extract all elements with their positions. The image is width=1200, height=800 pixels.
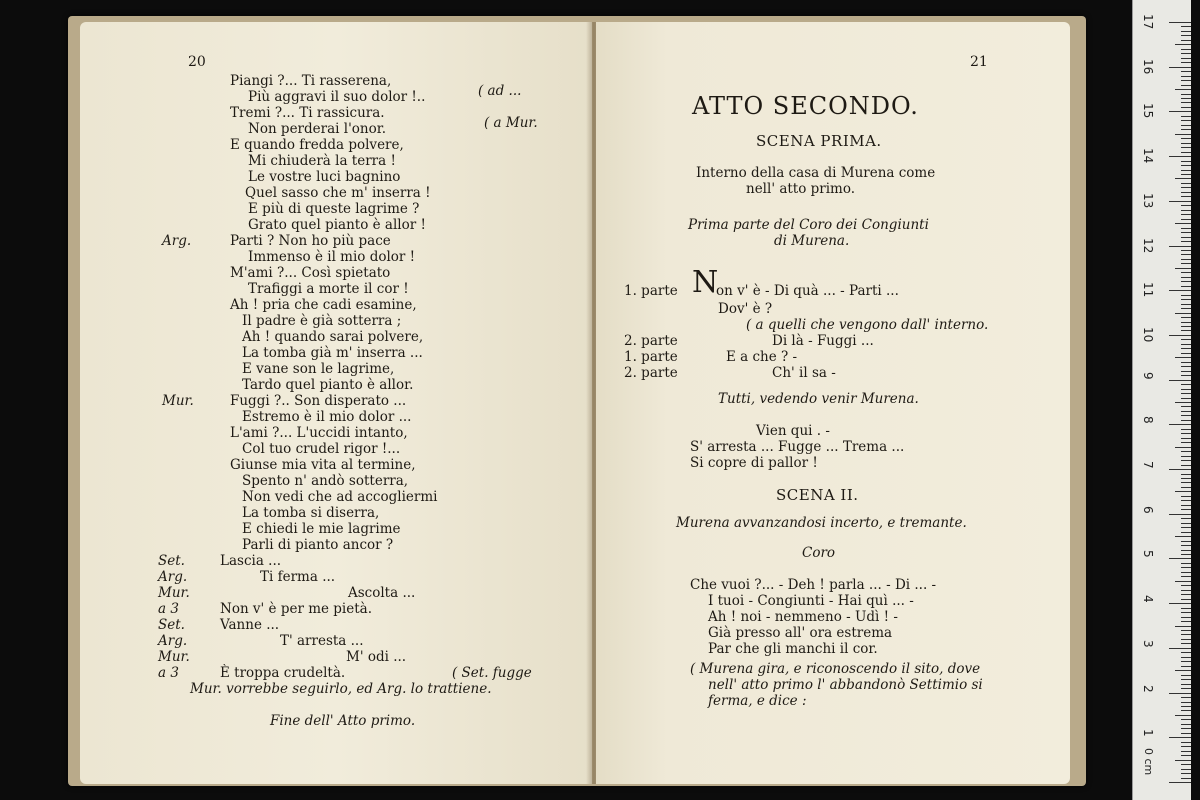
- ruler-tick: [1181, 147, 1191, 148]
- verse-line: E più di queste lagrime ?: [248, 201, 420, 217]
- tutti-line-2: S' arresta ... Fugge ... Trema ...: [690, 439, 905, 455]
- verse-line: Estremo è il mio dolor ...: [242, 409, 412, 425]
- ruler-number: 1: [1141, 729, 1155, 737]
- verse-line: Fuggi ?.. Son disperato ...: [230, 393, 407, 409]
- chorus-line: Di là - Fuggi ...: [772, 333, 874, 349]
- ruler-tick: [1181, 62, 1191, 63]
- stage-direction: ( a Mur.: [484, 115, 538, 131]
- ruler-tick: [1181, 706, 1191, 707]
- ruler-tick: [1181, 724, 1191, 725]
- ruler-tick: [1181, 26, 1191, 27]
- verse-line: Immenso è il mio dolor !: [248, 249, 416, 265]
- ruler-tick: [1169, 246, 1191, 247]
- ruler-unit-label: 0 cm: [1142, 748, 1155, 776]
- ruler-tick: [1169, 156, 1191, 157]
- ruler-tick: [1169, 22, 1191, 23]
- ruler-tick: [1175, 313, 1191, 314]
- speaker-label: Arg.: [162, 233, 192, 249]
- ruler-tick: [1181, 728, 1191, 729]
- ruler-tick: [1181, 532, 1191, 533]
- ruler-tick: [1169, 111, 1191, 112]
- speaker-label: Mur.: [158, 649, 190, 665]
- ruler-tick: [1181, 384, 1191, 385]
- ruler-tick: [1181, 53, 1191, 54]
- speaker-label: Mur.: [162, 393, 194, 409]
- verse-line: Ah ! quando sarai polvere,: [242, 329, 424, 345]
- ruler-tick: [1181, 174, 1191, 175]
- ruler-tick: [1181, 599, 1191, 600]
- ruler-tick: [1169, 424, 1191, 425]
- ruler-tick: [1181, 138, 1191, 139]
- ruler-tick: [1181, 675, 1191, 676]
- ruler-tick: [1181, 697, 1191, 698]
- ruler-number: 3: [1141, 639, 1155, 648]
- ruler-number: 16: [1141, 58, 1155, 74]
- ruler-tick: [1181, 590, 1191, 591]
- ruler-tick: [1181, 684, 1191, 685]
- ruler-tick: [1181, 639, 1191, 640]
- ruler-tick: [1181, 107, 1191, 108]
- ruler-tick: [1169, 469, 1191, 470]
- stage-direction: ( Set. fugge: [452, 665, 532, 681]
- coro-label: Coro: [802, 545, 836, 561]
- ruler-tick: [1181, 263, 1191, 264]
- verse-line: Tremi ?... Ti rassicura.: [230, 105, 385, 121]
- verse-line: Parti ? Non ho più pace: [230, 233, 391, 249]
- ruler-tick: [1181, 742, 1191, 743]
- chorus-line: Dov' è ?: [718, 301, 773, 317]
- ruler-tick: [1181, 353, 1191, 354]
- ruler-tick: [1181, 259, 1191, 260]
- ruler-number: 14: [1141, 148, 1155, 164]
- ruler-tick: [1181, 49, 1191, 50]
- ruler-tick: [1181, 393, 1191, 394]
- ruler-tick: [1181, 272, 1191, 273]
- verse-line: Non v' è per me pietà.: [220, 601, 373, 617]
- verse-line: La tomba si diserra,: [242, 505, 380, 521]
- ruler-tick: [1181, 40, 1191, 41]
- ruler-tick: [1181, 456, 1191, 457]
- ruler-tick: [1181, 496, 1191, 497]
- speaker-label: Arg.: [158, 633, 188, 649]
- chorus-line: on v' è - Di quà ... - Parti ...: [716, 283, 899, 299]
- ruler-tick: [1169, 335, 1191, 336]
- verse-line: Mi chiuderà la terra !: [248, 153, 396, 169]
- ruler-tick: [1181, 617, 1191, 618]
- ruler-number: 9: [1141, 371, 1155, 380]
- ruler-tick: [1181, 769, 1191, 770]
- ruler-tick: [1181, 563, 1191, 564]
- ruler-tick: [1175, 178, 1191, 179]
- ruler-tick: [1181, 621, 1191, 622]
- ruler-tick: [1181, 451, 1191, 452]
- ruler-tick: [1175, 357, 1191, 358]
- verse-line: Il padre è già sotterra ;: [242, 313, 402, 329]
- ruler-tick: [1181, 152, 1191, 153]
- ruler-tick: [1181, 196, 1191, 197]
- ruler-tick: [1181, 576, 1191, 577]
- ruler-tick: [1181, 541, 1191, 542]
- footer-direction: Mur. vorrebbe seguirlo, ed Arg. lo trattiene.: [190, 681, 492, 697]
- ruler-tick: [1181, 31, 1191, 32]
- ruler-tick: [1181, 764, 1191, 765]
- ruler-tick: [1181, 518, 1191, 519]
- ruler-tick: [1181, 585, 1191, 586]
- ruler-tick: [1181, 406, 1191, 407]
- ruler-tick: [1169, 693, 1191, 694]
- verse-line: E vane son le lagrime,: [242, 361, 395, 377]
- ruler-tick: [1181, 71, 1191, 72]
- setting-line-2: nell' atto primo.: [746, 181, 856, 197]
- ruler-tick: [1181, 295, 1191, 296]
- ruler-number: 15: [1141, 103, 1155, 119]
- verse-line: Piangi ?... Ti rasserena,: [230, 73, 392, 89]
- ruler-tick: [1181, 143, 1191, 144]
- ruler-tick: [1169, 290, 1191, 291]
- tutti-line-1: Vien qui . -: [756, 423, 830, 439]
- ruler-number: 17: [1141, 14, 1155, 30]
- ruler-number: 13: [1141, 192, 1155, 209]
- ruler-tick: [1181, 339, 1191, 340]
- ruler-tick: [1181, 299, 1191, 300]
- ruler-tick: [1181, 192, 1191, 193]
- ruler-number: 6: [1141, 505, 1155, 514]
- verse-line: Le vostre luci bagnino: [248, 169, 401, 185]
- verse-line: Vanne ...: [220, 617, 280, 633]
- ruler-tick: [1175, 44, 1191, 45]
- verse-line: E chiedi le mie lagrime: [242, 521, 401, 537]
- fine-atto: Fine dell' Atto primo.: [270, 713, 416, 729]
- ruler-tick: [1181, 773, 1191, 774]
- measuring-ruler: [1132, 0, 1191, 800]
- ruler-tick: [1181, 161, 1191, 162]
- ruler-tick: [1175, 268, 1191, 269]
- verse-line: Col tuo crudel rigor !...: [242, 441, 401, 457]
- ruler-tick: [1181, 465, 1191, 466]
- ruler-tick: [1169, 67, 1191, 68]
- ruler-number: 10: [1141, 326, 1155, 343]
- ruler-tick: [1181, 460, 1191, 461]
- ruler-tick: [1175, 223, 1191, 224]
- ruler-tick: [1175, 626, 1191, 627]
- ruler-tick: [1175, 491, 1191, 492]
- ruler-tick: [1181, 429, 1191, 430]
- ruler-tick: [1181, 411, 1191, 412]
- ruler-tick: [1181, 500, 1191, 501]
- ruler-tick: [1181, 778, 1191, 779]
- ruler-tick: [1181, 129, 1191, 130]
- speaker-label: a 3: [158, 601, 179, 617]
- ruler-tick: [1181, 322, 1191, 323]
- verse-line: Ti ferma ...: [260, 569, 336, 585]
- ruler-tick: [1181, 733, 1191, 734]
- verse-line: E quando fredda polvere,: [230, 137, 404, 153]
- ruler-tick: [1181, 594, 1191, 595]
- ruler-tick: [1181, 688, 1191, 689]
- ruler-tick: [1181, 487, 1191, 488]
- ruler-tick: [1181, 308, 1191, 309]
- ruler-tick: [1181, 751, 1191, 752]
- chorus-part-label: 2. parte: [624, 365, 678, 381]
- ruler-tick: [1181, 205, 1191, 206]
- ruler-tick: [1181, 657, 1191, 658]
- ruler-tick: [1181, 80, 1191, 81]
- ruler-tick: [1181, 415, 1191, 416]
- speaker-label: a 3: [158, 665, 179, 681]
- ruler-tick: [1181, 505, 1191, 506]
- verse-line: Più aggravi il suo dolor !..: [248, 89, 426, 105]
- ruler-number: 5: [1141, 550, 1155, 559]
- ruler-tick: [1181, 94, 1191, 95]
- left-page: [80, 22, 592, 784]
- verse-line: Spento n' andò sotterra,: [242, 473, 409, 489]
- chorus-part-label: 1. parte: [624, 349, 678, 365]
- coro-heading-2: di Murena.: [774, 233, 850, 249]
- coro-line-3: Ah ! noi - nemmeno - Udì ! -: [708, 609, 898, 625]
- ruler-tick: [1181, 366, 1191, 367]
- ruler-tick: [1181, 478, 1191, 479]
- verse-line: Ascolta ...: [348, 585, 416, 601]
- ruler-tick: [1175, 670, 1191, 671]
- ruler-tick: [1181, 237, 1191, 238]
- ruler-tick: [1175, 134, 1191, 135]
- ruler-tick: [1181, 170, 1191, 171]
- ruler-tick: [1181, 398, 1191, 399]
- page-number-right: 21: [970, 54, 988, 70]
- ruler-tick: [1175, 715, 1191, 716]
- ruler-tick: [1181, 661, 1191, 662]
- ruler-tick: [1181, 702, 1191, 703]
- verse-line: Tardo quel pianto è allor.: [242, 377, 414, 393]
- ruler-tick: [1181, 755, 1191, 756]
- ruler-tick: [1181, 165, 1191, 166]
- ruler-tick: [1175, 447, 1191, 448]
- final-direction-1: ( Murena gira, e riconoscendo il sito, dove: [690, 661, 981, 677]
- ruler-tick: [1181, 634, 1191, 635]
- final-direction-2: nell' atto primo l' abbandonò Settimio si: [708, 677, 983, 693]
- verse-line: La tomba già m' inserra ...: [242, 345, 423, 361]
- verse-line: M'ami ?... Così spietato: [230, 265, 391, 281]
- ruler-tick: [1181, 482, 1191, 483]
- ruler-tick: [1181, 375, 1191, 376]
- ruler-tick: [1181, 433, 1191, 434]
- ruler-number: 7: [1141, 461, 1155, 469]
- ruler-tick: [1181, 281, 1191, 282]
- ruler-number: 11: [1141, 282, 1155, 298]
- verse-line: L'ami ?... L'uccidi intanto,: [230, 425, 408, 441]
- ruler-tick: [1181, 58, 1191, 59]
- ruler-tick: [1181, 474, 1191, 475]
- ruler-tick: [1181, 228, 1191, 229]
- ruler-tick: [1181, 509, 1191, 510]
- ruler-tick: [1181, 362, 1191, 363]
- ruler-tick: [1181, 679, 1191, 680]
- chorus-line: Ch' il sa -: [772, 365, 836, 381]
- ruler-tick: [1181, 330, 1191, 331]
- speaker-label: Mur.: [158, 585, 190, 601]
- coro-line-2: I tuoi - Congiunti - Hai quì ... -: [708, 593, 914, 609]
- ruler-tick: [1181, 608, 1191, 609]
- ruler-tick: [1181, 344, 1191, 345]
- ruler-tick: [1181, 219, 1191, 220]
- ruler-tick: [1175, 402, 1191, 403]
- ruler-number: 8: [1141, 416, 1155, 424]
- ruler-tick: [1181, 666, 1191, 667]
- ruler-tick: [1181, 612, 1191, 613]
- ruler-tick: [1169, 380, 1191, 381]
- chorus-part-label: 2. parte: [624, 333, 678, 349]
- ruler-tick: [1181, 102, 1191, 103]
- ruler-tick: [1181, 442, 1191, 443]
- ruler-tick: [1169, 514, 1191, 515]
- ruler-tick: [1181, 277, 1191, 278]
- ruler-tick: [1181, 183, 1191, 184]
- ruler-tick: [1181, 746, 1191, 747]
- ruler-tick: [1181, 116, 1191, 117]
- ruler-number: 4: [1141, 595, 1155, 603]
- ruler-tick: [1181, 35, 1191, 36]
- ruler-tick: [1181, 232, 1191, 233]
- ruler-tick: [1169, 737, 1191, 738]
- ruler-tick: [1181, 630, 1191, 631]
- ruler-tick: [1181, 710, 1191, 711]
- verse-line: Parli di pianto ancor ?: [242, 537, 394, 553]
- speaker-label: Set.: [158, 617, 185, 633]
- ruler-tick: [1181, 286, 1191, 287]
- ruler-tick: [1181, 326, 1191, 327]
- coro-heading-1: Prima parte del Coro dei Congiunti: [688, 217, 929, 233]
- ruler-tick: [1175, 536, 1191, 537]
- act-title: ATTO SECONDO.: [692, 92, 919, 120]
- ruler-tick: [1181, 420, 1191, 421]
- ruler-tick: [1181, 254, 1191, 255]
- coro-line-1: Che vuoi ?... - Deh ! parla ... - Di ... -: [690, 577, 937, 593]
- ruler-tick: [1181, 304, 1191, 305]
- ruler-tick: [1181, 438, 1191, 439]
- ruler-tick: [1175, 760, 1191, 761]
- ruler-tick: [1181, 719, 1191, 720]
- ruler-tick: [1181, 567, 1191, 568]
- verse-line: Ah ! pria che cadi esamine,: [230, 297, 417, 313]
- ruler-tick: [1169, 558, 1191, 559]
- ruler-tick: [1181, 643, 1191, 644]
- ruler-tick: [1181, 389, 1191, 390]
- verse-line: M' odi ...: [346, 649, 407, 665]
- verse-line: Non perderai l'onor.: [248, 121, 386, 137]
- coro-line-4: Già presso all' ora estrema: [708, 625, 893, 641]
- ruler-tick: [1169, 648, 1191, 649]
- ruler-tick: [1169, 782, 1191, 783]
- verse-line: Trafiggi a morte il cor !: [248, 281, 409, 297]
- ruler-tick: [1181, 125, 1191, 126]
- ruler-tick: [1181, 527, 1191, 528]
- verse-line: Non vedi che ad accogliermi: [242, 489, 438, 505]
- ruler-tick: [1181, 545, 1191, 546]
- ruler-tick: [1181, 120, 1191, 121]
- ruler-tick: [1181, 76, 1191, 77]
- drop-cap: N: [692, 265, 719, 300]
- scene-heading-1: SCENA PRIMA.: [756, 132, 882, 150]
- ruler-tick: [1181, 214, 1191, 215]
- ruler-number: 12: [1141, 237, 1155, 253]
- scene-heading-2: SCENA II.: [776, 486, 859, 504]
- ruler-tick: [1181, 317, 1191, 318]
- verse-line: Giunse mia vita al termine,: [230, 457, 416, 473]
- ruler-tick: [1169, 201, 1191, 202]
- verse-line: Lascia ...: [220, 553, 282, 569]
- speaker-label: Set.: [158, 553, 185, 569]
- ruler-tick: [1169, 603, 1191, 604]
- speaker-label: Arg.: [158, 569, 188, 585]
- ruler-tick: [1181, 210, 1191, 211]
- ruler-tick: [1181, 550, 1191, 551]
- verse-line: T' arresta ...: [280, 633, 364, 649]
- ruler-tick: [1181, 250, 1191, 251]
- verse-line: Quel sasso che m' inserra !: [245, 185, 431, 201]
- ruler-tick: [1181, 348, 1191, 349]
- murena-direction: Murena avvanzandosi incerto, e tremante.: [676, 515, 967, 531]
- ruler-tick: [1175, 581, 1191, 582]
- ruler-number: 2: [1141, 684, 1155, 693]
- chorus-line: ( a quelli che vengono dall' interno.: [746, 317, 989, 333]
- verse-line: Grato quel pianto è allor !: [248, 217, 426, 233]
- right-page: [596, 22, 1070, 784]
- ruler-tick: [1181, 98, 1191, 99]
- ruler-tick: [1181, 554, 1191, 555]
- chorus-part-label: 1. parte: [624, 283, 678, 299]
- final-direction-3: ferma, e dice :: [708, 693, 807, 709]
- ruler-tick: [1175, 89, 1191, 90]
- ruler-tick: [1181, 187, 1191, 188]
- page-number-left: 20: [188, 54, 206, 70]
- coro-line-5: Par che gli manchi il cor.: [708, 641, 878, 657]
- tutti-line-3: Si copre di pallor !: [690, 455, 818, 471]
- ruler-tick: [1181, 371, 1191, 372]
- ruler-tick: [1181, 241, 1191, 242]
- setting-line-1: Interno della casa di Murena come: [696, 165, 936, 181]
- ruler-tick: [1181, 85, 1191, 86]
- chorus-line: E a che ? -: [726, 349, 798, 365]
- stage-direction: ( ad ...: [478, 83, 522, 99]
- verse-line: È troppa crudeltà.: [220, 665, 346, 681]
- ruler-tick: [1181, 523, 1191, 524]
- ruler-tick: [1181, 652, 1191, 653]
- ruler-tick: [1181, 572, 1191, 573]
- tutti-direction: Tutti, vedendo venir Murena.: [718, 391, 919, 407]
